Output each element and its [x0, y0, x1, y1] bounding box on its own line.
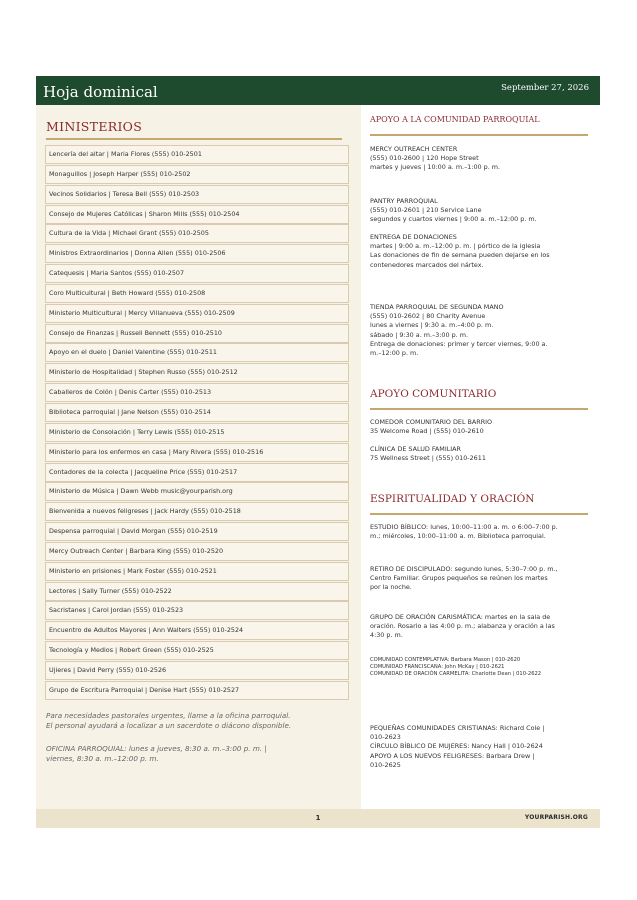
- ministry-item: Coro Multicultural | Beth Howard (555) 010-2508: [45, 284, 349, 303]
- text-line: 75 Wellness Street | (555) 010-2611: [370, 454, 486, 463]
- text-line: 010-2625: [370, 760, 401, 769]
- text-line: CÍRCULO BÍBLICO DE MUJERES: Nancy Hall | 010-2624: [370, 742, 543, 751]
- text-line: lunes a viernes | 9:30 a. m.–4:00 p. m.: [370, 321, 494, 330]
- text-line: Entrega de donaciones: primer y tercer viernes, 9:00 a.: [370, 339, 548, 348]
- note-line: Para necesidades pastorales urgentes, llame a la oficina parroquial.: [46, 711, 291, 720]
- text-line: (555) 010-2600 | 120 Hope Street: [370, 154, 479, 163]
- text-line: martes | 9:00 a. m.–12:00 p. m. | pórtico de la iglesia: [370, 242, 541, 251]
- ministry-item: Encuentro de Adultos Mayores | Ann Walters (555) 010-2524: [45, 621, 349, 640]
- text-line: ESTUDIO BÍBLICO: lunes, 10:00–11:00 a. m. o 6:00–7:00 p.: [370, 523, 558, 531]
- clinic-block: [370, 445, 585, 463]
- divider: [370, 408, 588, 410]
- ministry-item: Apoyo en el duelo | Daniel Valentine (555) 010-2511: [45, 343, 349, 362]
- divider: [370, 513, 588, 515]
- text-line: ENTREGA DE DONACIONES: [370, 233, 457, 241]
- text-line: COMUNIDAD FRANCISCANA: John McKay | 010-2621: [370, 664, 505, 671]
- ministry-item: Ministerio Multicultural | Mercy Villanueva (555) 010-2509: [45, 304, 349, 323]
- text-line: (555) 010-2602 | 80 Charity Avenue: [370, 312, 486, 321]
- note-line: El personal ayudará a localizar a un sacerdote o diácono disponible.: [46, 721, 292, 731]
- ministry-item: Lectores | Sally Turner (555) 010-2522: [45, 582, 349, 601]
- kitchen-block: [370, 418, 585, 436]
- bulletin-date: September 27, 2026: [501, 83, 589, 93]
- ministries-column: [36, 105, 361, 809]
- charismatic-block: [370, 613, 585, 641]
- text-line: 4:30 p. m.: [370, 631, 403, 640]
- prayer-communities-block: [370, 657, 585, 679]
- community-support-heading: APOYO COMUNITARIO: [370, 388, 497, 400]
- note-line: OFICINA PARROQUIAL: lunes a jueves, 8:30 a. m.–3:00 p. m. |: [46, 744, 267, 753]
- ministry-item: Despensa parroquial | David Morgan (555) 010-2519: [45, 522, 349, 541]
- ministry-item: Catequesis | Maria Santos (555) 010-2507: [45, 264, 349, 283]
- text-line: martes y jueves | 10:00 a. m.–1:00 p. m.: [370, 163, 501, 172]
- text-line: sábado | 9:30 a. m.–3:00 p. m.: [370, 330, 468, 339]
- text-line: MERCY OUTREACH CENTER: [370, 145, 458, 153]
- text-line: 35 Welcome Road | (555) 010-2610: [370, 427, 484, 436]
- note-line: viernes, 8:30 a. m.–12:00 p. m.: [46, 754, 159, 764]
- text-line: contenedores marcados del nártex.: [370, 260, 484, 269]
- ministry-item: Tecnología y Medios | Robert Green (555) 010-2525: [45, 641, 349, 660]
- ministry-item: Lencería del altar | Maria Flores (555) 010-2501: [45, 145, 349, 164]
- ministries-heading: MINISTERIOS: [46, 119, 143, 134]
- ministry-item: Contadores de la colecta | Jacqueline Price (555) 010-2517: [45, 463, 349, 482]
- spirituality-heading: ESPIRITUALIDAD Y ORACIÓN: [370, 493, 535, 505]
- text-line: m.; miércoles, 10:00–11:00 a. m. Biblioteca parroquial.: [370, 532, 546, 541]
- text-line: 010-2623: [370, 733, 401, 742]
- text-line: (555) 010-2601 | 210 Service Lane: [370, 206, 482, 215]
- footer-bar: [36, 809, 600, 828]
- bulletin-page: [36, 76, 600, 828]
- ministry-item: Biblioteca parroquial | Jane Nelson (555) 010-2514: [45, 403, 349, 422]
- ministry-item: Mercy Outreach Center | Barbara King (555) 010-2520: [45, 542, 349, 561]
- retreat-block: [370, 565, 585, 593]
- divider: [370, 134, 588, 136]
- mercy-outreach-block: [370, 145, 585, 173]
- header-bar: [36, 76, 600, 105]
- text-line: COMEDOR COMUNITARIO DEL BARRIO: [370, 418, 493, 426]
- text-line: PEQUEÑAS COMUNIDADES CRISTIANAS: Richard Cole |: [370, 724, 545, 732]
- ministry-item: Grupo de Escritura Parroquial | Denise Hart (555) 010-2527: [45, 681, 349, 700]
- donations-block: [370, 233, 585, 270]
- text-line: COMUNIDAD DE ORACIÓN CARMELITA: Charlotte Dean | 010-2622: [370, 671, 542, 678]
- ministry-item: Consejo de Finanzas | Russell Bennett (555) 010-2510: [45, 324, 349, 343]
- small-communities-block: [370, 724, 585, 770]
- text-line: CLÍNICA DE SALUD FAMILIAR: [370, 445, 461, 453]
- ministry-item: Caballeros de Colón | Denis Carter (555) 010-2513: [45, 383, 349, 402]
- text-line: GRUPO DE ORACIÓN CARISMÁTICA: martes en la sala de: [370, 613, 551, 621]
- ministry-item: Ministerio de Música | Dawn Webb music@yourparish.org: [45, 482, 349, 501]
- ministry-item: Cultura de la Vida | Michael Grant (555) 010-2505: [45, 224, 349, 243]
- text-line: COMUNIDAD CONTEMPLATIVA: Barbara Mason | 010-2620: [370, 657, 521, 663]
- thrift-store-block: [370, 303, 585, 358]
- ministry-item: Monaguillos | Joseph Harper (555) 010-2502: [45, 165, 349, 184]
- ministry-item: Consejo de Mujeres Católicas | Sharon Mills (555) 010-2504: [45, 205, 349, 224]
- support-column: [361, 105, 600, 809]
- ministry-item: Vecinos Solidarios | Teresa Bell (555) 010-2503: [45, 185, 349, 204]
- ministry-item: Bienvenida a nuevos feligreses | Jack Hardy (555) 010-2518: [45, 502, 349, 521]
- bulletin-title: Hoja dominical: [43, 83, 158, 101]
- ministry-item: Sacristanes | Carol Jordan (555) 010-2523: [45, 601, 349, 620]
- ministry-item: Ministerio de Hospitalidad | Stephen Russo (555) 010-2512: [45, 363, 349, 382]
- page-number: 1: [315, 814, 321, 822]
- text-line: por la noche.: [370, 583, 412, 592]
- ministry-item: Ministerio para los enfermos en casa | Mary Rivera (555) 010-2516: [45, 443, 349, 462]
- parish-website: YOURPARISH.ORG: [524, 814, 588, 821]
- ministry-item: Ministros Extraordinarios | Donna Allen (555) 010-2506: [45, 244, 349, 263]
- text-line: m.–12:00 p. m.: [370, 349, 419, 358]
- text-line: TIENDA PARROQUIAL DE SEGUNDA MANO: [370, 303, 504, 311]
- ministry-item: Ujieres | David Perry (555) 010-2526: [45, 661, 349, 680]
- text-line: Las donaciones de fin de semana pueden dejarse en los: [370, 251, 550, 260]
- bible-study-block: [370, 523, 585, 541]
- ministry-item: Ministerio de Consolación | Terry Lewis (555) 010-2515: [45, 423, 349, 442]
- text-line: RETIRO DE DISCIPULADO: segundo lunes, 5:30–7:00 p. m.,: [370, 565, 558, 573]
- text-line: segundos y cuartos viernes | 9:00 a. m.–12:00 p. m.: [370, 215, 537, 224]
- office-hours-note: [46, 744, 346, 765]
- parish-support-heading: APOYO A LA COMUNIDAD PARROQUIAL: [370, 115, 540, 124]
- divider: [46, 138, 342, 140]
- ministries-list: [45, 145, 349, 701]
- text-line: Centro Familiar. Grupos pequeños se reúnen los martes: [370, 574, 548, 583]
- text-line: APOYO A LOS NUEVOS FELIGRESES: Barbara Drew |: [370, 751, 535, 760]
- pantry-block: [370, 197, 585, 225]
- text-line: PANTRY PARROQUIAL: [370, 197, 438, 205]
- ministry-item: Ministerio en prisiones | Mark Foster (555) 010-2521: [45, 562, 349, 581]
- pastoral-note: [46, 711, 346, 732]
- text-line: oración. Rosario a las 4:00 p. m.; alabanza y oración a las: [370, 622, 555, 631]
